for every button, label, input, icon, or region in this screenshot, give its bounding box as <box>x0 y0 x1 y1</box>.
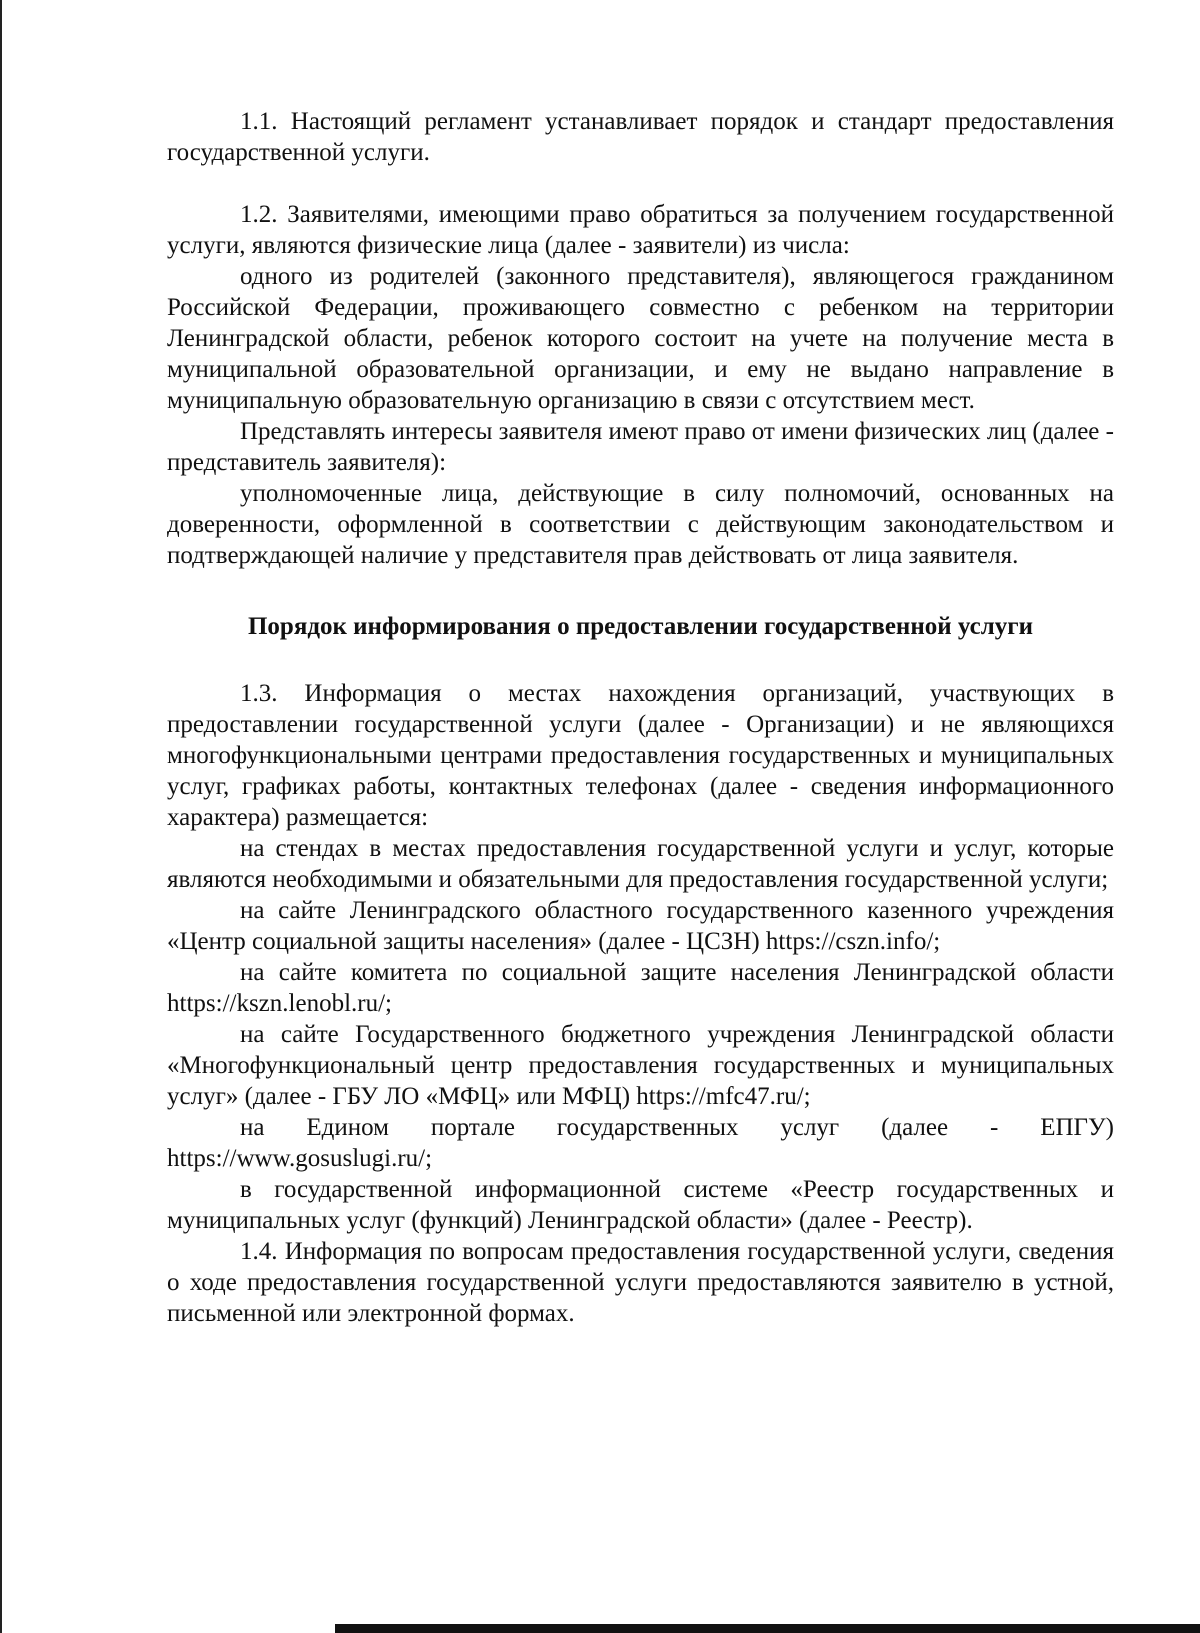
scan-edge-left <box>0 0 2 1633</box>
paragraph-1-4: 1.4. Информация по вопросам предоставления государственной услуги, сведения о ходе предоставления государственной услуги предоставляются заявителю в устной, письменной или электронной формах. <box>167 1238 1114 1327</box>
paragraph-1-2: 1.2. Заявителями, имеющими право обратиться за получением государственной услуги, являются физические лица (далее - заявители) из числа: <box>167 201 1114 259</box>
paragraph-1-2-parent: одного из родителей (законного представителя), являющегося гражданином Российской Федерации, проживающего совместно с ребенком на территории Ленинградской области, ребенок которого состоит на учете на получение места в муниципальной образовательной организации, и ему не выдано направление в муниципальную образовательную организацию в связи с отсутствием мест. <box>167 263 1114 414</box>
document-page <box>167 106 1114 1329</box>
paragraph-1-3-cszn: на сайте Ленинградского областного государственного казенного учреждения «Центр социальной защиты населения» (далее - ЦСЗН) https://cszn.info/; <box>167 897 1114 955</box>
paragraph-1-1: 1.1. Настоящий регламент устанавливает порядок и стандарт предоставления государственной услуги. <box>167 108 1114 166</box>
section-heading: Порядок информирования о предоставлении государственной услуги <box>247 613 1034 640</box>
paragraph-1-2-representative: Представлять интересы заявителя имеют право от имени физических лиц (далее - представитель заявителя): <box>167 418 1114 476</box>
paragraph-1-3-kszn: на сайте комитета по социальной защите населения Ленинградской области https://kszn.lenobl.ru/; <box>167 959 1114 1017</box>
paragraph-1-3-mfc: на сайте Государственного бюджетного учреждения Ленинградской области «Многофункциональный центр предоставления государственных и муниципальных услуг» (далее - ГБУ ЛО «МФЦ» или МФЦ) https://mfc47.ru/; <box>167 1021 1114 1110</box>
scan-edge-bottom <box>335 1624 1200 1633</box>
paragraph-1-3-registry: в государственной информационной системе «Реестр государственных и муниципальных услуг (функций) Ленинградской области» (далее - Реестр). <box>167 1176 1114 1234</box>
paragraph-1-3-stands: на стендах в местах предоставления государственной услуги и услуг, которые являются необходимыми и обязательными для предоставления государственной услуги; <box>167 835 1114 893</box>
paragraph-1-3-epgu: на Едином портале государственных услуг (далее - ЕПГУ) https://www.gosuslugi.ru/; <box>167 1114 1114 1172</box>
paragraph-1-2-authorized: уполномоченные лица, действующие в силу полномочий, основанных на доверенности, оформленной в соответствии с действующим законодательством и подтверждающей наличие у представителя прав действовать от лица заявителя. <box>167 480 1114 569</box>
paragraph-1-3: 1.3. Информация о местах нахождения организаций, участвующих в предоставлении государственной услуги (далее - Организации) и не являющихся многофункциональными центрами предоставления государственных и муниципальных услуг, графиках работы, контактных телефонах (далее - сведения информационного характера) размещается: <box>167 680 1114 831</box>
